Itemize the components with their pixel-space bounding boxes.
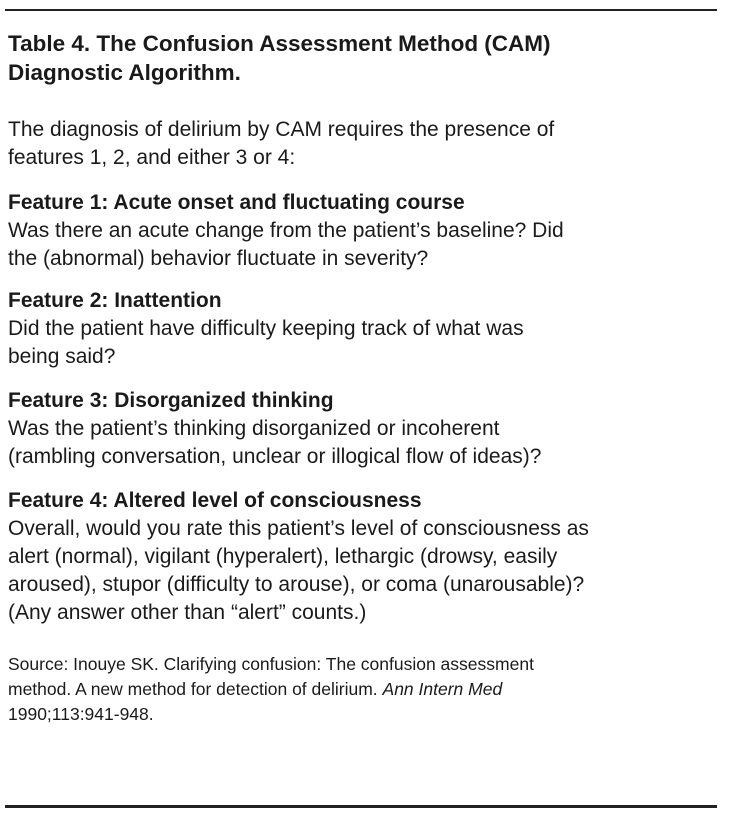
feature-heading: Feature 2: Inattention <box>8 289 222 312</box>
feature-3 <box>8 387 541 471</box>
intro-paragraph <box>8 116 554 172</box>
title-line: Table 4. The Confusion Assessment Method (CAM) <box>8 31 551 56</box>
title-line: Diagnostic Algorithm. <box>8 60 241 85</box>
intro-line: features 1, 2, and either 3 or 4: <box>8 146 296 169</box>
feature-line: Overall, would you rate this patient’s level of consciousness as <box>8 517 589 540</box>
feature-4 <box>8 487 589 627</box>
source-line <box>8 677 534 702</box>
feature-1 <box>8 189 564 273</box>
feature-heading: Feature 4: Altered level of consciousness <box>8 489 422 512</box>
intro-line: The diagnosis of delirium by CAM requires the presence of <box>8 118 555 141</box>
journal-name: Ann Intern Med <box>382 679 503 699</box>
bottom-rule <box>5 805 717 808</box>
feature-line: Was there an acute change from the patient’s baseline? Did <box>8 219 564 242</box>
feature-line: Was the patient’s thinking disorganized or incoherent <box>8 417 500 440</box>
feature-line: (rambling conversation, unclear or illogical flow of ideas)? <box>8 445 542 468</box>
feature-line: (Any answer other than “alert” counts.) <box>8 601 367 624</box>
feature-line: alert (normal), vigilant (hyperalert), lethargic (drowsy, easily <box>8 545 558 568</box>
feature-line: aroused), stupor (difficulty to arouse), or coma (unarousable)? <box>8 573 585 596</box>
source-text: method. A new method for detection of delirium. <box>8 679 383 699</box>
feature-line: the (abnormal) behavior fluctuate in severity? <box>8 247 429 270</box>
source-line: Source: Inouye SK. Clarifying confusion: The confusion assessment <box>8 654 534 674</box>
source-line: 1990;113:941-948. <box>8 704 154 724</box>
feature-2 <box>8 287 524 371</box>
source-citation <box>8 652 534 727</box>
table-title <box>8 29 551 87</box>
top-rule <box>5 9 717 11</box>
feature-line: Did the patient have difficulty keeping track of what was <box>8 317 524 340</box>
feature-heading: Feature 1: Acute onset and fluctuating course <box>8 191 465 214</box>
feature-heading: Feature 3: Disorganized thinking <box>8 389 334 412</box>
feature-line: being said? <box>8 345 116 368</box>
